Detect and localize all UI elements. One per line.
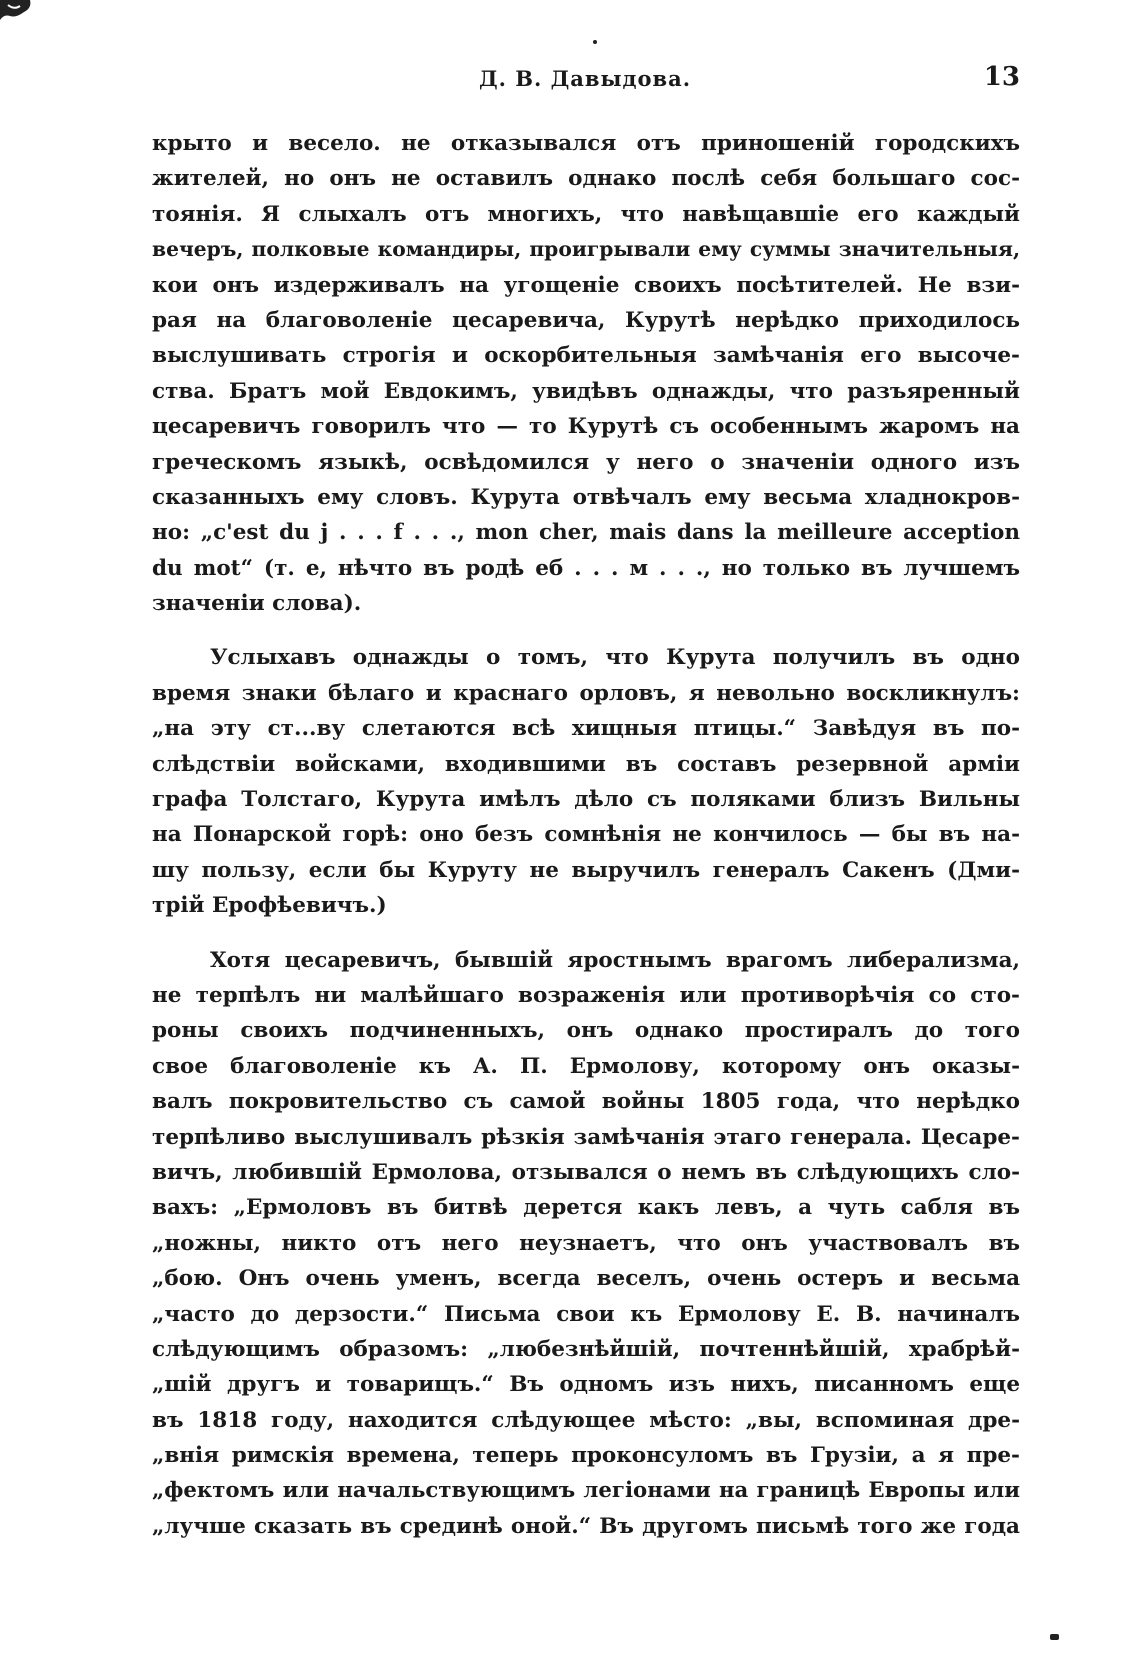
page-number: 13: [983, 62, 1020, 92]
text-line: свое благоволеніе къ А. П. Ермолову, которому онъ оказы-: [152, 1053, 1020, 1079]
text-line: „шій другъ и товарищъ.“ Въ одномъ изъ нихъ, писанномъ еще: [152, 1372, 1020, 1398]
text-line: вечеръ, полковые командиры, проигрывали ему суммы значительныя,: [152, 237, 1020, 262]
text-line: „внія римскія времена, теперь проконсуломъ въ Грузіи, а я пре-: [152, 1443, 1020, 1469]
text-line: крыто и весело. не отказывался отъ приношеній городскихъ: [152, 131, 1020, 156]
text-line: графа Толстаго, Курута имѣлъ дѣло съ поляками близъ Вильны: [152, 787, 1020, 813]
text-line: шу пользу, если бы Куруту не выручилъ генералъ Сакенъ (Дми-: [152, 857, 1020, 883]
text-line: „фектомъ или начальствующимъ легіонами на границѣ Европы или: [152, 1478, 1020, 1504]
text-line: тоянія. Я слыхалъ отъ многихъ, что навѣщавшіе его каждый: [152, 201, 1020, 227]
scan-speck: [593, 40, 597, 44]
text-line: вичъ, любившій Ермолова, отзывался о немъ въ слѣдующихъ сло-: [152, 1159, 1020, 1185]
text-line: валъ покровительство съ самой войны 1805 года, что нерѣдко: [152, 1089, 1020, 1115]
text-line: но: „c'est du j . . . f . . ., mon cher, mais dans la meilleure acception: [152, 520, 1020, 546]
page-header: [150, 62, 1020, 106]
paragraph: [152, 943, 1020, 1545]
text-line: „часто до дерзости.“ Письма свои къ Ермолову Е. В. начиналъ: [152, 1301, 1020, 1327]
text-line: слѣдствіи войсками, входившими въ составъ резервной арміи: [152, 751, 1020, 777]
paragraph-gap: [152, 924, 1020, 943]
text-line: терпѣливо выслушивалъ рѣзкія замѣчанія этаго генерала. Цесаре-: [152, 1124, 1020, 1150]
running-title: Д. В. Давыдова.: [478, 66, 692, 91]
text-line: жителей, но онъ не оставилъ однако послѣ себя большаго сос-: [152, 166, 1020, 192]
text-line: время знаки бѣлаго и краснаго орловъ, я невольно воскликнулъ:: [152, 680, 1020, 706]
text-line: трій Ерофѣевичъ.): [152, 893, 387, 919]
text-line: Услыхавъ однажды о томъ, что Курута получилъ въ одно: [210, 645, 1020, 671]
paragraph: [152, 640, 1020, 923]
text-line: рая на благоволеніе цесаревича, Курутѣ нерѣдко приходилось: [152, 307, 1020, 333]
text-line: выслушивать строгія и оскорбительныя замѣчанія его высоче-: [152, 343, 1020, 369]
text-line: du mot“ (т. е, нѣчто въ родѣ еб . . . м . . ., но только въ лучшемъ: [152, 555, 1020, 581]
paragraph: [152, 126, 1020, 621]
text-line: сказанныхъ ему словъ. Курута отвѣчалъ ему весьма хладнокров-: [152, 484, 1020, 510]
text-line: „бою. Онъ очень уменъ, всегда веселъ, очень остеръ и весьма: [152, 1266, 1020, 1292]
text-line: вахъ: „Ермоловъ въ битвѣ дерется какъ левъ, а чуть сабля въ: [152, 1195, 1020, 1221]
text-line: греческомъ языкѣ, освѣдомился у него о значеніи одного изъ: [152, 449, 1020, 475]
text-line: Хотя цесаревичъ, бывшій яростнымъ врагомъ либерализма,: [210, 947, 1020, 973]
text-line: въ 1818 году, находится слѣдующее мѣсто: „вы, вспоминая дре-: [152, 1407, 1020, 1433]
text-line: не терпѣлъ ни малѣйшаго возраженія или противорѣчія со сто-: [152, 982, 1020, 1008]
text-line: „лучше сказать въ срединѣ оной.“ Въ другомъ письмѣ того же года: [152, 1513, 1020, 1539]
text-line: значеніи слова).: [152, 591, 362, 617]
text-line: кои онъ издерживалъ на угощеніе своихъ посѣтителей. Не взи-: [152, 272, 1020, 298]
text-line: цесаревичъ говорилъ что — то Курутѣ съ особеннымъ жаромъ на: [152, 414, 1020, 440]
text-line: слѣдующимъ образомъ: „любезнѣйшій, почтеннѣйшій, храбрѣй-: [152, 1336, 1020, 1362]
body-text: [152, 126, 1020, 1544]
paragraph-gap: [152, 621, 1020, 640]
text-line: ства. Братъ мой Евдокимъ, увидѣвъ однажды, что разъяренный: [152, 378, 1020, 404]
corner-scan-mark: [0, 0, 34, 22]
text-line: „ножны, никто отъ него неузнаетъ, что онъ участвовалъ въ: [152, 1230, 1020, 1256]
text-line: „на эту ст...ву слетаются всѣ хищныя птицы.“ Завѣдуя въ по-: [152, 716, 1020, 742]
scan-speck: [1050, 1634, 1059, 1640]
text-line: роны своихъ подчиненныхъ, онъ однако простиралъ до того: [152, 1018, 1020, 1044]
text-line: на Понарской горѣ: оно безъ сомнѣнія не кончилось — бы въ на-: [152, 822, 1020, 848]
